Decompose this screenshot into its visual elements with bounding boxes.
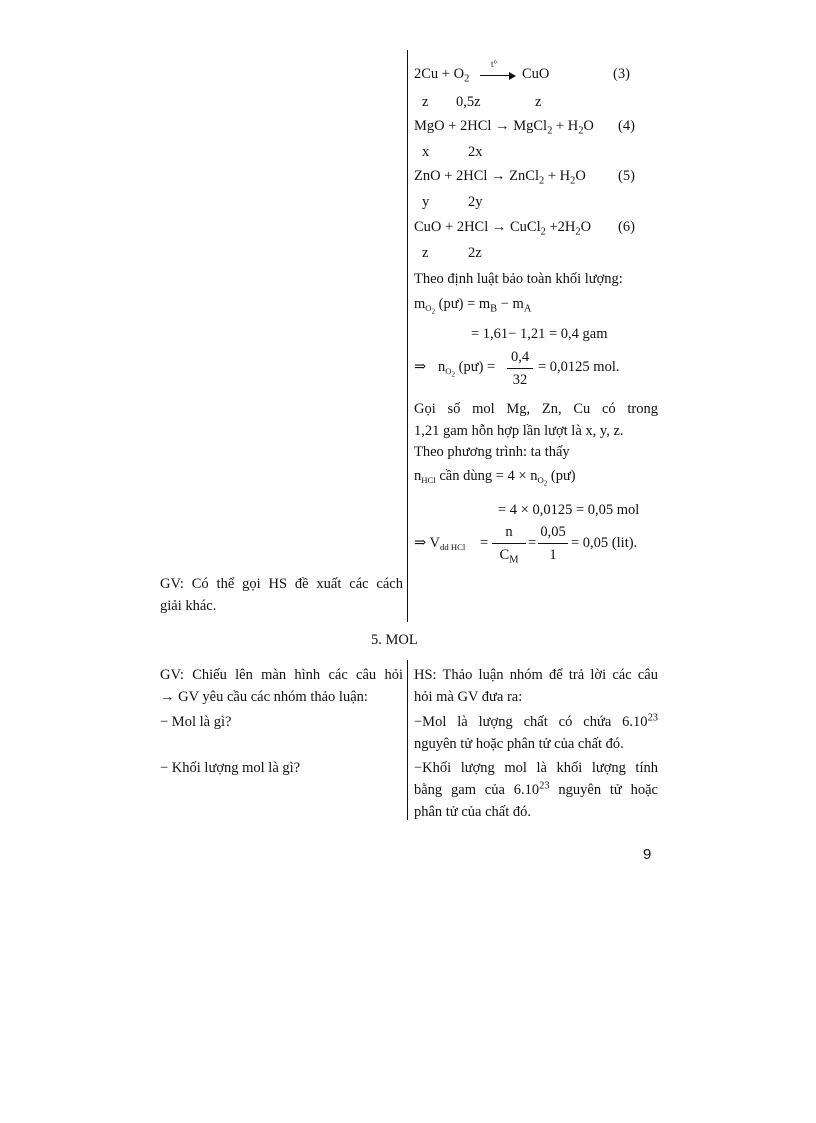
fraction-denominator: $C_M$ xyxy=(499,547,519,566)
answer-2-line-2: bằng gam của 6.10$^{23}$ nguyên tử hoặc xyxy=(414,780,658,798)
reaction-5-number: (5) xyxy=(618,168,635,184)
section-title: 5. MOL xyxy=(371,632,418,648)
answer-1 xyxy=(414,711,658,755)
answer-2 xyxy=(414,757,658,823)
let-moles-paragraph xyxy=(414,398,658,442)
reaction-3-arrow xyxy=(480,75,510,76)
fraction-numerator: 0,05 xyxy=(540,524,566,540)
mol-right-intro-line-1: HS: Thảo luận nhóm để trả lời các câu xyxy=(414,667,658,683)
volume-eq-2: = xyxy=(528,535,537,551)
reaction-3-moles-cuo: z xyxy=(535,94,542,110)
answer-2-line-3: phân tử của chất đó. xyxy=(414,804,531,820)
answer-1-line-2: nguyên tử hoặc phân tử của chất đó. xyxy=(414,736,624,752)
volume-result: = 0,05 (lit). xyxy=(571,535,638,551)
reaction-4-equation: MgO + 2HCl → MgCl$_2$ + $H_2O$ xyxy=(414,118,594,137)
conservation-mass-value: = 1,61− 1,21 = 0,4 gam xyxy=(471,326,608,342)
conservation-heading: Theo định luật bảo toàn khối lượng: xyxy=(414,271,623,287)
reaction-3-number: (3) xyxy=(613,66,630,82)
hcl-required: $n_{HCl}$ cần dùng = $4 \times n_{O_2}$ (pư) xyxy=(414,468,576,488)
volume-eq-1: = xyxy=(480,535,489,551)
gv-note-line-1: GV: Có thể gọi HS đề xuất các cách xyxy=(160,576,403,592)
reaction-3-arrow-label: t° xyxy=(491,59,498,69)
mol-right-intro xyxy=(414,664,658,708)
volume-fraction-1 xyxy=(492,524,526,564)
hcl-value: = 4 × 0,0125 = 0,05 mol xyxy=(498,502,640,518)
answer-2-line-1: −Khối lượng mol là khối lượng tính xyxy=(414,760,658,776)
reaction-6-moles-cuo: z xyxy=(422,245,429,261)
reaction-3-moles-o2: 0,5z xyxy=(456,94,481,110)
mol-left-intro-line-1: GV: Chiếu lên màn hình các câu hỏi xyxy=(160,667,403,683)
fraction-denominator: 32 xyxy=(512,372,528,388)
let-moles-line-1: Gọi số mol Mg, Zn, Cu có trong xyxy=(414,401,658,417)
reaction-6-equation: CuO + 2HCl → CuCl$_2$ $+2H_2O$ xyxy=(414,219,592,238)
fraction-numerator: n xyxy=(505,524,513,540)
hcl-heading: Theo phương trình: ta thấy xyxy=(414,444,570,460)
mol-left-intro xyxy=(160,664,403,708)
reaction-4-number: (4) xyxy=(618,118,635,134)
question-1: − Mol là gì? xyxy=(160,714,232,730)
mol-right-intro-line-2: hỏi mà GV đưa ra: xyxy=(414,689,523,705)
reaction-5-moles-hcl: 2y xyxy=(468,194,483,210)
reaction-6-number: (6) xyxy=(618,219,635,235)
answer-1-line-1: −Mol là lượng chất có chứa 6.10$^{23}$ xyxy=(414,712,658,730)
reaction-3-lhs: $2Cu + O_2$ xyxy=(414,66,470,85)
reaction-3-rhs: CuO xyxy=(522,66,550,82)
fraction-numerator: 0,4 xyxy=(510,349,530,365)
moles-o2-label: $n_{O_2}$ (pư) = xyxy=(438,359,496,379)
let-moles-line-2: 1,21 gam hỗn hợp lần lượt là x, y, z. xyxy=(414,423,624,439)
implies-arrow-1: ⇒ xyxy=(414,359,427,375)
volume-label: ⇒ $V_{dd HCl}$ xyxy=(414,535,466,553)
reaction-4-moles-mgo: x xyxy=(422,144,430,160)
reaction-3-moles-cu: z xyxy=(422,94,429,110)
moles-o2-fraction xyxy=(507,349,533,389)
moles-o2-result: = 0,0125 mol. xyxy=(538,359,620,375)
gv-note-paragraph xyxy=(160,573,403,617)
question-2: − Khối lượng mol là gì? xyxy=(160,760,301,776)
reaction-5-moles-zno: y xyxy=(422,194,430,210)
column-divider-top xyxy=(407,50,408,622)
reaction-3-arrowhead xyxy=(509,72,516,80)
mol-left-intro-line-2: → GV yêu cầu các nhóm thảo luận: xyxy=(160,689,368,705)
reaction-6-moles-hcl: 2z xyxy=(468,245,482,261)
conservation-mass-o2: $m_{O_2}$ (pư) = $m_B - m_A$ xyxy=(414,296,532,316)
column-divider-bottom xyxy=(407,660,408,820)
reaction-4-moles-hcl: 2x xyxy=(468,144,483,160)
gv-note-line-2: giải khác. xyxy=(160,598,217,614)
page-number: 9 xyxy=(643,846,652,863)
volume-fraction-2 xyxy=(538,524,568,564)
reaction-5-equation: ZnO + 2HCl → ZnCl$_2$ + $H_2O$ xyxy=(414,168,586,187)
fraction-denominator: 1 xyxy=(549,547,557,563)
